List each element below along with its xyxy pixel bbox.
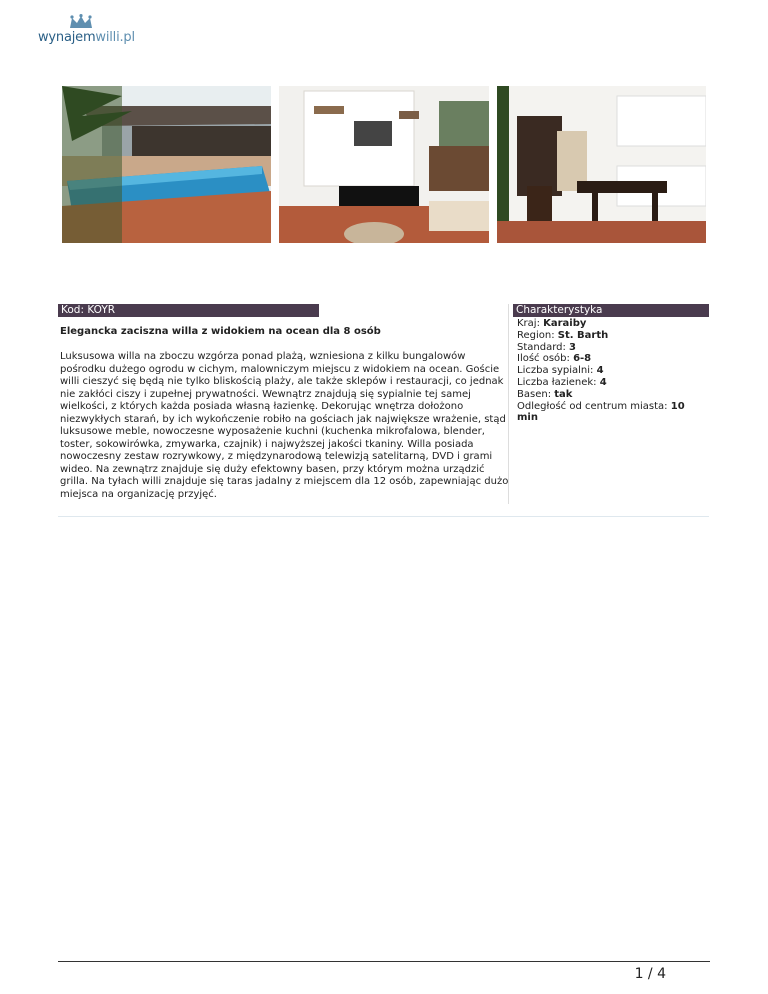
section-divider [58, 516, 709, 517]
property-pool [517, 389, 707, 401]
property-label: Liczba łazienek: [517, 376, 600, 388]
code-bar: Kod: KOYR [58, 304, 319, 317]
living-room-photo[interactable] [279, 86, 489, 243]
property-standard [517, 342, 707, 354]
logo-wordmark [38, 30, 135, 45]
villa-pool-photo[interactable] [62, 86, 271, 243]
property-label: Standard: [517, 341, 570, 353]
site-logo[interactable] [38, 14, 138, 48]
property-label: Basen: [517, 388, 555, 400]
property-guests [517, 353, 707, 365]
dining-kitchen-photo[interactable] [497, 86, 706, 243]
property-label: Ilość osób: [517, 353, 574, 365]
property-value: 4 [599, 376, 607, 388]
property-country [517, 318, 707, 330]
property-value: tak [554, 388, 573, 400]
column-divider [508, 304, 509, 504]
property-region [517, 330, 707, 342]
offer-description: Luksusowa willa na zboczu wzgórza ponad plażą, wzniesiona z kilku bungalowów pośrodku dużego ogrodu w cichym, malowniczym miejscu z widokiem na ocean. Goście willi cieszyć się będą nie tylko bliskością plaży, ale także sklepów i restauracji, co jednak nie zakłóci ciszy i zupełnej prywatności. Wewnątrz znajdują się sypialnie tej samej wielkości, z których każda posiada własną łazienkę. Dekorując wnętrza dołożono niezwykłych starań, by ich wykończenie robiło na gościach jak największe wrażenie, stąd luksusowe meble, nowoczesne wyposażenie kuchni (kuchenka mikrofalowa, blender, toster, sokowirówka, zmywarka, czajnik) i najwyższej jakości tkaniny. Willa posiada nowoczesny zestaw rozrywkowy, z międzynarodową telewizją satelitarną, DVD i grami wideo. Na zewnątrz znajduje się duży efektowny basen, przy którym można urządzić grilla. Na tyłach willi znajduje się taras jadalny z miejscem dla 12 osób, zapewniając dużo miejsca na organizację przyjęć. [60, 351, 509, 500]
property-distance [517, 401, 707, 425]
property-bedrooms [517, 365, 707, 377]
page-number: 1 / 4 [634, 966, 666, 982]
property-label: Region: [517, 329, 558, 341]
offer-title: Elegancka zaciszna willa z widokiem na ocean dla 8 osób [60, 326, 381, 337]
property-value: 4 [596, 365, 604, 377]
property-label: Liczba sypialni: [517, 365, 597, 377]
logo-part1: wynajem [38, 30, 96, 45]
properties-list [517, 318, 707, 424]
property-value: Karaiby [543, 318, 587, 329]
logo-part2: willi.pl [95, 30, 135, 45]
characteristics-bar: Charakterystyka [513, 304, 709, 317]
property-bathrooms [517, 377, 707, 389]
property-value: 10 min [517, 400, 685, 424]
property-value: 6-8 [573, 353, 592, 365]
property-value: St. Barth [557, 329, 609, 341]
property-label: Odległość od centrum miasta: [517, 400, 671, 412]
property-label: Kraj: [517, 318, 544, 329]
crown-icon [68, 14, 94, 30]
property-value: 3 [569, 341, 577, 353]
footer-rule [58, 961, 710, 962]
